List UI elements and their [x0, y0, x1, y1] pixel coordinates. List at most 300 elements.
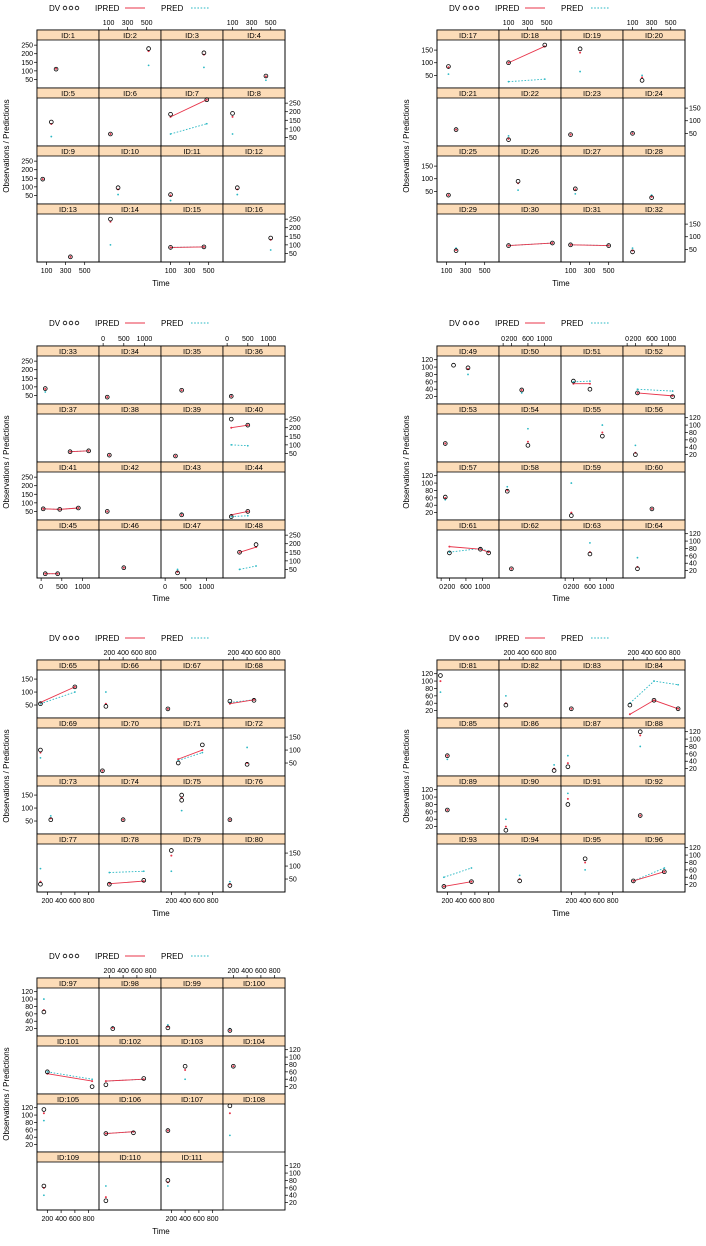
ipred-point	[229, 819, 231, 821]
panel-id-label: ID:59	[583, 463, 601, 472]
pred-point	[521, 392, 523, 394]
y-tick-label: 250	[289, 416, 301, 424]
x-tick-label: 400	[179, 898, 191, 905]
panel	[623, 146, 685, 204]
pred-point	[43, 1120, 45, 1122]
x-tick-label: 100	[164, 268, 177, 275]
x-tick-label: 400	[179, 1216, 191, 1223]
legend-ipred-label: IPRED	[495, 4, 520, 13]
panel-id-label: ID:3	[185, 31, 199, 40]
panel	[437, 462, 499, 520]
panel-id-label: ID:72	[245, 719, 263, 728]
dv-point	[180, 798, 184, 802]
y-tick-label: 50	[425, 72, 433, 80]
y-tick-label: 40	[289, 1076, 297, 1084]
panel	[561, 30, 623, 88]
panel-id-label: ID:80	[245, 835, 263, 844]
x-tick-label: 800	[82, 898, 95, 905]
legend	[449, 634, 609, 643]
y-tick-label: 40	[425, 700, 433, 708]
x-tick-label: 300	[645, 20, 658, 27]
x-tick-label: 500	[140, 20, 153, 27]
ipred-point	[632, 132, 634, 134]
pred-point	[270, 249, 272, 251]
ipred-line	[637, 393, 672, 396]
pred-line	[171, 124, 207, 134]
panel	[437, 718, 499, 776]
panel-id-label: ID:11	[183, 147, 201, 156]
x-axis-title: Time	[552, 594, 570, 603]
panel-id-label: ID:8	[247, 89, 261, 98]
pred-point	[440, 691, 442, 693]
pred-point	[40, 757, 42, 759]
legend-dv-marker	[75, 636, 79, 640]
panel	[623, 718, 685, 776]
panel	[623, 404, 685, 462]
panel	[37, 660, 99, 718]
legend-pred-label: PRED	[561, 319, 584, 328]
figure-block	[402, 319, 701, 603]
pred-point	[653, 680, 655, 682]
pred-point	[672, 390, 674, 392]
panel-id-label: ID:88	[645, 719, 663, 728]
pred-point	[467, 374, 469, 376]
ipred-point	[629, 713, 631, 715]
y-tick-label: 50	[289, 134, 297, 142]
pred-point	[637, 388, 639, 390]
dv-point	[228, 1104, 232, 1108]
pred-point	[170, 870, 172, 872]
pred-point	[544, 78, 546, 80]
y-tick-label: 40	[689, 874, 697, 882]
ipred-point	[106, 396, 108, 398]
y-tick-label: 250	[21, 158, 33, 166]
x-tick-label: 600	[193, 1216, 205, 1223]
dv-point	[183, 1064, 187, 1068]
ipred-line	[40, 687, 74, 703]
panel-id-label: ID:38	[121, 405, 139, 414]
panel-id-label: ID:16	[245, 205, 263, 214]
y-tick-label: 80	[425, 685, 433, 693]
ipred-line	[240, 547, 257, 552]
ipred-line	[231, 511, 248, 514]
panel-id-label: ID:101	[56, 1037, 80, 1046]
ipred-line	[509, 243, 553, 246]
panel	[561, 204, 623, 262]
x-tick-label: 1000	[598, 584, 615, 591]
panel	[623, 462, 685, 520]
y-tick-label: 100	[421, 364, 433, 372]
pred-point	[170, 133, 172, 135]
ipred-point	[632, 880, 634, 882]
legend-dv-marker	[75, 321, 79, 325]
x-tick-label: 800	[206, 1216, 219, 1223]
legend-dv-symbol	[63, 321, 79, 325]
panel	[223, 776, 285, 834]
x-tick-label: 200	[41, 898, 54, 905]
legend	[449, 319, 609, 328]
panel	[623, 660, 685, 718]
y-tick-label: 60	[425, 495, 433, 503]
y-tick-label: 80	[689, 429, 697, 437]
ipred-point	[106, 510, 108, 512]
panel-id-label: ID:105	[56, 1095, 80, 1104]
x-tick-label: 1000	[660, 336, 677, 343]
pred-point	[574, 193, 576, 195]
panel	[37, 146, 99, 204]
panel	[99, 88, 161, 146]
figure-block	[2, 319, 301, 603]
panel-id-label: ID:60	[645, 463, 663, 472]
x-tick-label: 200	[505, 336, 518, 343]
panel-id-label: ID:75	[183, 777, 201, 786]
x-tick-label: 200	[503, 650, 516, 657]
panel-id-label: ID:77	[59, 835, 77, 844]
pred-point	[471, 867, 473, 869]
dv-point	[147, 47, 151, 51]
legend-dv-marker	[475, 6, 479, 10]
panel-id-label: ID:15	[183, 205, 201, 214]
panel-id-label: ID:74	[121, 777, 139, 786]
y-tick-label: 50	[25, 508, 33, 516]
dv-point	[569, 514, 573, 518]
ipred-point	[677, 708, 679, 710]
panel	[37, 204, 99, 262]
ipred-point	[505, 826, 507, 828]
ipred-point	[174, 455, 176, 457]
legend-dv-marker	[63, 321, 67, 325]
panel-id-label: ID:43	[183, 463, 201, 472]
legend-dv-symbol	[463, 6, 479, 10]
legend-dv-symbol	[63, 636, 79, 640]
y-tick-label: 200	[289, 225, 301, 233]
panel-id-label: ID:2	[123, 31, 137, 40]
dv-point	[180, 793, 184, 797]
y-tick-label: 50	[689, 246, 697, 254]
panel	[499, 146, 561, 204]
dv-point	[526, 443, 530, 447]
x-axis-title: Time	[152, 1227, 170, 1236]
panel	[37, 462, 99, 520]
pred-line	[178, 753, 202, 761]
ipred-point	[636, 392, 638, 394]
panel	[99, 204, 161, 262]
y-tick-label: 60	[425, 379, 433, 387]
ipred-point	[567, 762, 569, 764]
x-tick-label: 0	[39, 584, 44, 591]
x-tick-label: 0	[163, 584, 168, 591]
x-tick-label: 600	[646, 336, 658, 343]
pred-point	[443, 876, 445, 878]
y-tick-label: 250	[21, 474, 33, 482]
ipred-point	[446, 809, 448, 811]
panel	[437, 346, 499, 404]
pred-point	[527, 428, 529, 430]
legend-dv-marker	[69, 321, 73, 325]
x-tick-label: 100	[626, 20, 639, 27]
ipred-point	[508, 245, 510, 247]
pred-point	[567, 755, 569, 757]
panel-id-label: ID:23	[583, 89, 601, 98]
ipred-point	[109, 133, 111, 135]
panel	[161, 776, 223, 834]
x-axis-title: Time	[152, 594, 170, 603]
ipred-point	[123, 567, 125, 569]
ipred-point	[91, 1080, 93, 1082]
panel	[561, 146, 623, 204]
x-tick-label: 400	[117, 650, 129, 657]
x-tick-label: 100	[502, 20, 515, 27]
x-tick-label: 500	[241, 336, 254, 343]
ipred-point	[608, 245, 610, 247]
y-tick-label: 120	[421, 671, 433, 679]
legend-dv-marker	[469, 321, 473, 325]
legend	[49, 4, 209, 13]
x-tick-label: 800	[82, 1216, 95, 1223]
ipred-point	[105, 1080, 107, 1082]
pred-point	[265, 79, 267, 81]
ipred-line	[633, 872, 664, 881]
pred-point	[567, 792, 569, 794]
panel-id-label: ID:90	[521, 777, 539, 786]
x-tick-label: 1000	[260, 336, 277, 343]
panel	[623, 204, 685, 262]
x-tick-label: 1000	[74, 584, 91, 591]
ipred-point	[167, 1130, 169, 1132]
y-tick-label: 20	[689, 452, 697, 460]
y-tick-label: 80	[689, 743, 697, 751]
panel-id-label: ID:40	[245, 405, 263, 414]
panel-id-label: ID:37	[59, 405, 77, 414]
pred-point	[505, 818, 507, 820]
legend-dv-marker	[463, 6, 467, 10]
pred-point	[677, 684, 679, 686]
y-tick-label: 100	[21, 184, 33, 192]
x-tick-label: 800	[144, 650, 157, 657]
panel-id-label: ID:61	[459, 521, 477, 530]
ipred-point	[570, 244, 572, 246]
x-axis-title: Time	[152, 279, 170, 288]
legend-dv-marker	[63, 954, 67, 958]
ipred-point	[206, 99, 208, 101]
panel-id-label: ID:25	[459, 147, 477, 156]
panel	[161, 978, 223, 1036]
dv-point	[104, 704, 108, 708]
y-tick-label: 120	[289, 1163, 301, 1171]
ipred-point	[177, 758, 179, 760]
dv-point	[39, 748, 43, 752]
ipred-line	[444, 882, 472, 887]
x-tick-label: 1000	[136, 336, 153, 343]
x-axis-title: Time	[552, 279, 570, 288]
ipred-point	[551, 242, 553, 244]
panel	[561, 660, 623, 718]
panel	[99, 30, 161, 88]
panel	[99, 1036, 161, 1094]
panel-id-label: ID:36	[245, 347, 263, 356]
legend-dv-symbol	[63, 6, 79, 10]
y-tick-label: 60	[25, 1011, 33, 1019]
y-tick-label: 100	[689, 422, 701, 430]
legend-dv-marker	[475, 636, 479, 640]
x-tick-label: 300	[183, 268, 196, 275]
panel-id-label: ID:91	[583, 777, 601, 786]
ipred-point	[167, 708, 169, 710]
panel	[99, 978, 161, 1036]
dv-point	[583, 857, 587, 861]
x-tick-label: 100	[40, 268, 53, 275]
x-tick-label: 100	[440, 268, 453, 275]
panel-id-label: ID:93	[459, 835, 477, 844]
x-tick-label: 0	[563, 584, 568, 591]
panel-id-label: ID:41	[59, 463, 77, 472]
y-tick-label: 50	[289, 250, 297, 258]
panel-id-label: ID:14	[121, 205, 139, 214]
panel	[437, 660, 499, 718]
pred-point	[108, 872, 110, 874]
y-axis-title: Observations / Predictions	[2, 1047, 11, 1141]
dv-point	[452, 363, 456, 367]
panel	[623, 346, 685, 404]
pred-point	[184, 1078, 186, 1080]
figure-block	[402, 634, 701, 918]
y-tick-label: 120	[21, 989, 33, 997]
panel	[37, 1036, 99, 1094]
legend-dv-marker	[63, 636, 67, 640]
panel-id-label: ID:108	[242, 1095, 266, 1104]
ipred-point	[584, 861, 586, 863]
y-tick-label: 150	[289, 549, 301, 557]
y-tick-label: 60	[689, 553, 697, 561]
panel-id-label: ID:98	[121, 979, 139, 988]
pred-point	[635, 444, 637, 446]
panel-id-label: ID:19	[583, 31, 601, 40]
panel	[561, 88, 623, 146]
panel	[223, 462, 285, 520]
pred-line	[633, 868, 664, 881]
panel	[561, 520, 623, 578]
x-tick-label: 0	[625, 336, 630, 343]
legend-dv-marker	[475, 321, 479, 325]
panel	[99, 834, 161, 892]
x-tick-label: 200	[227, 650, 240, 657]
x-tick-label: 500	[179, 584, 192, 591]
y-tick-label: 250	[289, 532, 301, 540]
y-axis-title: Observations / Predictions	[2, 415, 11, 509]
pred-point	[40, 868, 42, 870]
pred-point	[50, 815, 52, 817]
y-tick-label: 20	[25, 1026, 33, 1034]
y-tick-label: 40	[289, 1192, 297, 1200]
panel-id-label: ID:79	[183, 835, 201, 844]
ipred-point	[55, 68, 57, 70]
y-tick-label: 20	[425, 708, 433, 716]
x-tick-label: 600	[584, 584, 596, 591]
y-tick-label: 50	[289, 876, 297, 884]
x-tick-label: 600	[655, 650, 667, 657]
x-tick-label: 200	[443, 584, 456, 591]
y-tick-label: 60	[689, 437, 697, 445]
panel-id-label: ID:69	[59, 719, 77, 728]
y-tick-label: 150	[21, 175, 33, 183]
y-tick-label: 200	[21, 167, 33, 175]
y-tick-label: 100	[21, 500, 33, 508]
legend-dv-marker	[469, 6, 473, 10]
x-tick-label: 600	[593, 898, 605, 905]
ipred-point	[69, 451, 71, 453]
panel-id-label: ID:45	[59, 521, 77, 530]
panel	[499, 204, 561, 262]
pred-point	[589, 380, 591, 382]
ipred-point	[57, 573, 59, 575]
y-tick-label: 50	[25, 702, 33, 710]
y-tick-label: 20	[425, 510, 433, 518]
x-tick-label: 300	[521, 20, 534, 27]
y-tick-label: 150	[289, 117, 301, 125]
panel-id-label: ID:47	[183, 521, 201, 530]
panel	[437, 88, 499, 146]
y-axis-title: Observations / Predictions	[402, 99, 411, 193]
legend-dv-marker	[69, 6, 73, 10]
legend-dv-marker	[463, 321, 467, 325]
panel-id-label: ID:65	[59, 661, 77, 670]
y-tick-label: 100	[21, 68, 33, 76]
x-axis-title: Time	[152, 909, 170, 918]
panel	[223, 978, 285, 1036]
y-tick-label: 50	[25, 192, 33, 200]
ipred-point	[639, 815, 641, 817]
y-tick-label: 60	[689, 867, 697, 875]
x-tick-label: 500	[540, 20, 553, 27]
panel-id-label: ID:20	[645, 31, 663, 40]
y-tick-label: 120	[421, 357, 433, 365]
legend-dv-symbol	[63, 954, 79, 958]
x-tick-label: 500	[264, 20, 277, 27]
panel	[37, 346, 99, 404]
ipred-point	[439, 680, 441, 682]
y-tick-label: 100	[21, 805, 33, 813]
panel	[161, 660, 223, 718]
dv-point	[231, 112, 235, 116]
panel-id-label: ID:96	[645, 835, 663, 844]
panel-id-label: ID:87	[583, 719, 601, 728]
y-tick-label: 40	[25, 1018, 33, 1026]
x-tick-label: 600	[255, 968, 267, 975]
legend-dv-symbol	[463, 636, 479, 640]
y-tick-label: 100	[689, 538, 701, 546]
pred-point	[239, 569, 241, 571]
y-tick-label: 120	[689, 729, 701, 737]
legend-pred-label: PRED	[561, 634, 584, 643]
y-tick-label: 80	[689, 545, 697, 553]
panel	[161, 1094, 223, 1152]
panel	[623, 776, 685, 834]
x-tick-label: 800	[268, 650, 281, 657]
legend-dv-marker	[75, 6, 79, 10]
x-tick-label: 100	[564, 268, 577, 275]
pred-point	[632, 247, 634, 249]
panel	[437, 30, 499, 88]
legend	[449, 4, 609, 13]
ipred-point	[229, 1112, 231, 1114]
panel	[37, 30, 99, 88]
ipred-point	[88, 450, 90, 452]
ipred-point	[69, 256, 71, 258]
x-tick-label: 200	[165, 1216, 178, 1223]
ipred-point	[108, 883, 110, 885]
legend	[49, 634, 209, 643]
panel	[37, 404, 99, 462]
